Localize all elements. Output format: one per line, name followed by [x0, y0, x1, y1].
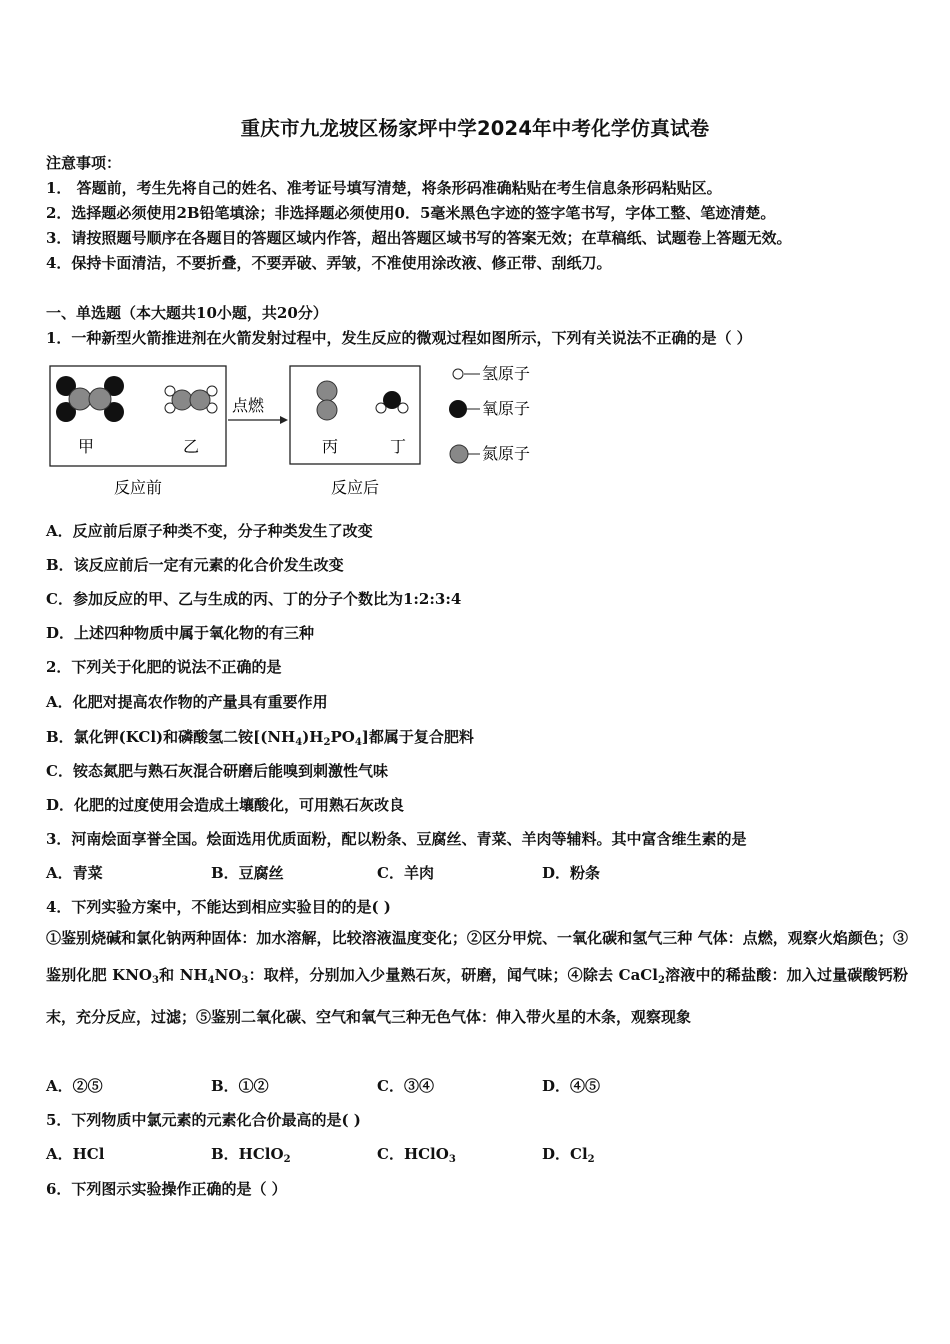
q2-option-d: D．化肥的过度使用会造成土壤酸化，可用熟石灰改良 — [46, 796, 405, 814]
notice-item-2: 2．选择题必须使用2B铅笔填涂；非选择题必须使用0．5毫米黑色字迹的签字笔书写，字体工整、笔迹清楚。 — [46, 204, 776, 222]
arrow-head — [280, 416, 288, 424]
legend-o-label: 氧原子 — [482, 399, 531, 418]
label-ding: 丁 — [390, 437, 407, 456]
molecule-bing — [317, 381, 337, 420]
legend-h-label: 氢原子 — [482, 364, 531, 383]
q5-stem: 5．下列物质中氯元素的元素化合价最高的是( ) — [46, 1111, 361, 1129]
molecule-jia — [56, 376, 124, 422]
q1-option-c: C．参加反应的甲、乙与生成的丙、丁的分子个数比为1:2:3:4 — [46, 590, 462, 608]
legend-oxygen — [449, 399, 530, 418]
q4-option-d: D．④⑤ — [542, 1077, 601, 1095]
q1-stem: 1．一种新型火箭推进剂在火箭发射过程中，发生反应的微观过程如图所示，下列有关说法不正确的是（ ） — [46, 329, 752, 347]
q5-option-b: B．HClO$_2$ — [211, 1145, 291, 1165]
arrow-label: 点燃 — [232, 396, 265, 415]
page-title: 重庆市九龙坡区杨家坪中学2024年中考化学仿真试卷 — [240, 117, 710, 140]
q1-option-d: D．上述四种物质中属于氧化物的有三种 — [46, 624, 315, 642]
q3-option-a: A．青菜 — [46, 864, 103, 882]
reaction-diagram — [40, 356, 560, 506]
caption-before: 反应前 — [114, 478, 163, 497]
nitrogen-atom — [172, 390, 192, 410]
q3-option-b: B．豆腐丝 — [211, 864, 284, 882]
q5-option-d: D．$Cl_2$ — [542, 1145, 595, 1165]
q2-stem: 2．下列关于化肥的说法不正确的是 — [46, 658, 282, 676]
label-yi: 乙 — [183, 437, 200, 456]
notice-item-3: 3．请按照题号顺序在各题目的答题区域内作答，超出答题区域书写的答案无效；在草稿纸、试题卷上答题无效。 — [46, 229, 792, 247]
nitrogen-atom — [317, 381, 337, 401]
before-box — [50, 366, 226, 466]
q3-option-d: D．粉条 — [542, 864, 601, 882]
molecule-yi — [165, 386, 217, 413]
oxygen-atom — [383, 391, 401, 409]
nitrogen-atom — [69, 388, 91, 410]
q2-option-a: A．化肥对提高农作物的产量具有重要作用 — [46, 693, 328, 711]
q3-option-c: C．羊肉 — [377, 864, 434, 882]
section-heading: 一、单选题（本大题共10小题，共20分） — [46, 304, 328, 322]
legend-n-label: 氮原子 — [482, 444, 531, 463]
caption-after: 反应后 — [331, 478, 380, 497]
q5-option-c: C．HClO$_3$ — [377, 1145, 456, 1165]
oxygen-icon — [449, 400, 467, 418]
q1-option-a: A．反应前后原子种类不变，分子种类发生了改变 — [46, 522, 373, 540]
q1-option-b: B．该反应前后一定有元素的化合价发生改变 — [46, 556, 344, 574]
q4-stem: 4．下列实验方案中，不能达到相应实验目的的是( ) — [46, 898, 391, 916]
label-bing: 丙 — [322, 437, 339, 456]
notice-item-4: 4．保持卡面清洁，不要折叠，不要弄破、弄皱，不准使用涂改液、修正带、刮纸刀。 — [46, 254, 612, 272]
hydrogen-icon — [453, 369, 463, 379]
nitrogen-atom — [89, 388, 111, 410]
q3-stem: 3．河南烩面享誉全国。烩面选用优质面粉，配以粉条、豆腐丝、青菜、羊肉等辅料。其中富含维生素的是 — [46, 830, 747, 848]
q4-option-b: B．①② — [211, 1077, 269, 1095]
nitrogen-atom — [317, 400, 337, 420]
nitrogen-icon — [450, 445, 468, 463]
legend-nitrogen — [450, 444, 530, 463]
q4-body: ①鉴别烧碱和氯化钠两种固体：加水溶解，比较溶液温度变化；②区分甲烷、一氧化碳和氢气三种 气体：点燃，观察火焰颜色；③鉴别化肥 $KNO_3$和 $NH_4NO_3$：取样，分别加入少量熟石灰，研磨，闻气味；④除去 CaCl$_2$溶液中的稀盐酸：加入过量碳酸钙粉末，充分反应，过滤；⑤鉴别二氧化碳、空气和氧气三种无色气体：伸入带火星的木条，观察现象 — [46, 929, 908, 1026]
legend-hydrogen — [453, 364, 530, 383]
q4-option-a: A．②⑤ — [46, 1077, 103, 1095]
notice-heading: 注意事项： — [46, 154, 122, 172]
notice-item-1: 1． 答题前，考生先将自己的姓名、准考证号填写清楚，将条形码准确粘贴在考生信息条形码粘贴区。 — [46, 179, 722, 197]
nitrogen-atom — [190, 390, 210, 410]
q5-option-a: A．HCl — [46, 1145, 105, 1163]
molecule-ding — [376, 391, 408, 413]
q6-stem: 6．下列图示实验操作正确的是（ ） — [46, 1180, 287, 1198]
q2-option-c: C．铵态氮肥与熟石灰混合研磨后能嗅到刺激性气味 — [46, 762, 388, 780]
label-jia: 甲 — [78, 437, 95, 456]
q2-option-b: B．氯化钾(KCl)和磷酸氢二铵$[(NH_4)H_2PO_4]$都属于复合肥料 — [46, 728, 474, 748]
q4-option-c: C．③④ — [377, 1077, 434, 1095]
